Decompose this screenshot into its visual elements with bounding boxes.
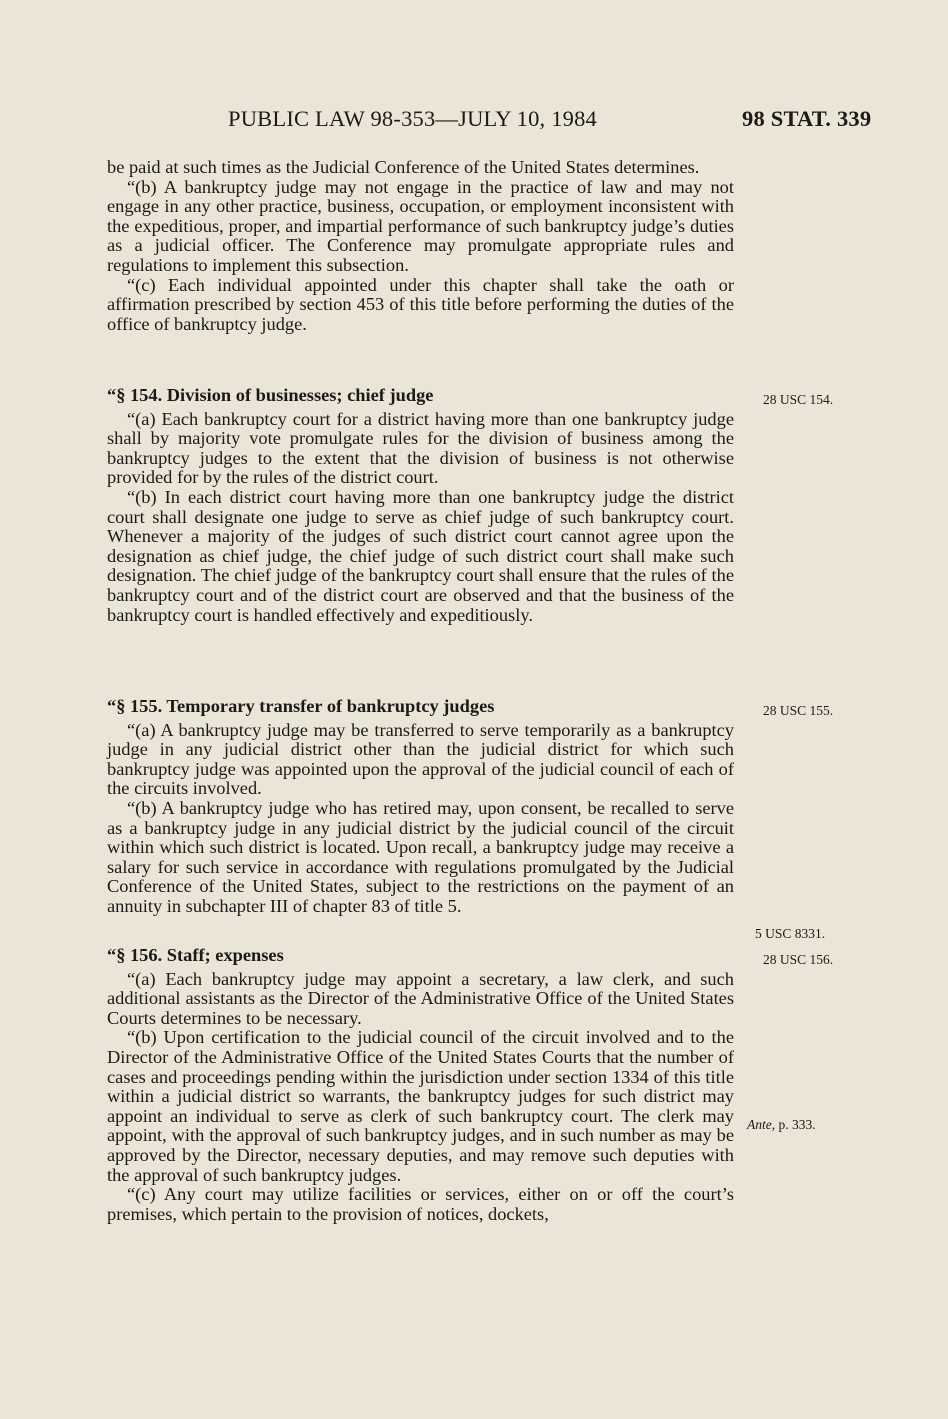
paragraph-155-a: “(a) A bankruptcy judge may be transferred to serve temporarily as a bankruptcy judge in any judicial district other than the judicial district for which such bankruptcy judge was appointed upon the approval of the judicial council of each of the circuits involved. (107, 719, 734, 799)
paragraph-1: be paid at such times as the Judicial Conference of the United States determines. (107, 157, 700, 177)
margin-note-28-usc-154: 28 USC 154. (763, 392, 834, 407)
paragraph-155-b: “(b) A bankruptcy judge who has retired may, upon consent, be recalled to serve as a bankruptcy judge in any judicial district by the judicial council of the circuit within which such district is located. Upon recall, a bankruptcy judge may receive a salary for such service in accordance with regulations promulgated by the Judicial Conference of the United States, subject to the restrictions on the payment of an annuity in subchapter III of chapter 83 of title 5. (107, 797, 734, 916)
paragraph-156-b: “(b) Upon certification to the judicial council of the circuit involved and to the Director of the Administrative Office of the United States Courts that the number of cases and proceedings pending within the jurisdiction under section 1334 of this title within a judicial district so warrants, the bankruptcy judges for such district may appoint an individual to serve as clerk of such bankruptcy court. The clerk may appoint, with the approval of such bankruptcy judges, and in such number as may be approved by the Director, necessary deputies, and may remove such deputies with the approval of such bankruptcy judges. (107, 1027, 734, 1185)
running-head-right: 98 STAT. 339 (742, 106, 872, 131)
paragraph-154-a: “(a) Each bankruptcy court for a district having more than one bankruptcy judge shall by majority vote promulgate rules for the division of business among the bankruptcy judges to the extent that the division of business is not otherwise provided for by the rules of the district court. (107, 408, 734, 488)
section-156-heading: “§ 156. Staff; expenses (107, 945, 284, 965)
margin-note-28-usc-156: 28 USC 156. (763, 952, 834, 967)
section-155-heading: “§ 155. Temporary transfer of bankruptcy judges (107, 696, 495, 716)
paragraph-156-a: “(a) Each bankruptcy judge may appoint a secretary, a law clerk, and such additional assistants as the Director of the Administrative Office of the United States Courts determines to be necessary. (107, 968, 734, 1028)
block-156 (107, 946, 734, 1224)
block-155 (107, 697, 734, 917)
block-154 (107, 386, 734, 625)
block-p1-p3 (107, 158, 734, 334)
paragraph-156-c: “(c) Any court may utilize facilities or services, either on or off the court’s premises, which pertain to the provision of notices, dockets, (107, 1184, 734, 1224)
section-154-heading: “§ 154. Division of businesses; chief judge (107, 385, 434, 405)
paragraph-154-b: “(b) In each district court having more than one bankruptcy judge the district court shall designate one judge to serve as chief judge of such bankruptcy court. Whenever a majority of the judges of such district court cannot agree upon the designation as chief judge, the chief judge of such district court shall make such designation. The chief judge of the bankruptcy court shall ensure that the rules of the bankruptcy court and of the district court are observed and that the business of the bankruptcy court is handled effectively and expeditiously. (107, 486, 734, 625)
paragraph-3: “(c) Each individual appointed under this chapter shall take the oath or affirmation prescribed by section 453 of this title before performing the duties of the office of bankruptcy judge. (107, 274, 734, 334)
margin-note-5-usc-8331: 5 USC 8331. (755, 926, 826, 941)
margin-note-ante-page: p. 333. (775, 1117, 816, 1132)
margin-note-ante-italic: Ante, (747, 1117, 776, 1132)
margin-note-ante (747, 1117, 816, 1133)
running-head-left: PUBLIC LAW 98-353—JULY 10, 1984 (228, 106, 598, 131)
margin-note-28-usc-155: 28 USC 155. (763, 703, 834, 718)
paragraph-2: “(b) A bankruptcy judge may not engage in the practice of law and may not engage in any other practice, business, occupation, or employment inconsistent with the expeditious, proper, and impartial performance of such bankruptcy judge’s duties as a judicial officer. The Conference may promulgate appropriate rules and regulations to implement this subsection. (107, 176, 734, 275)
